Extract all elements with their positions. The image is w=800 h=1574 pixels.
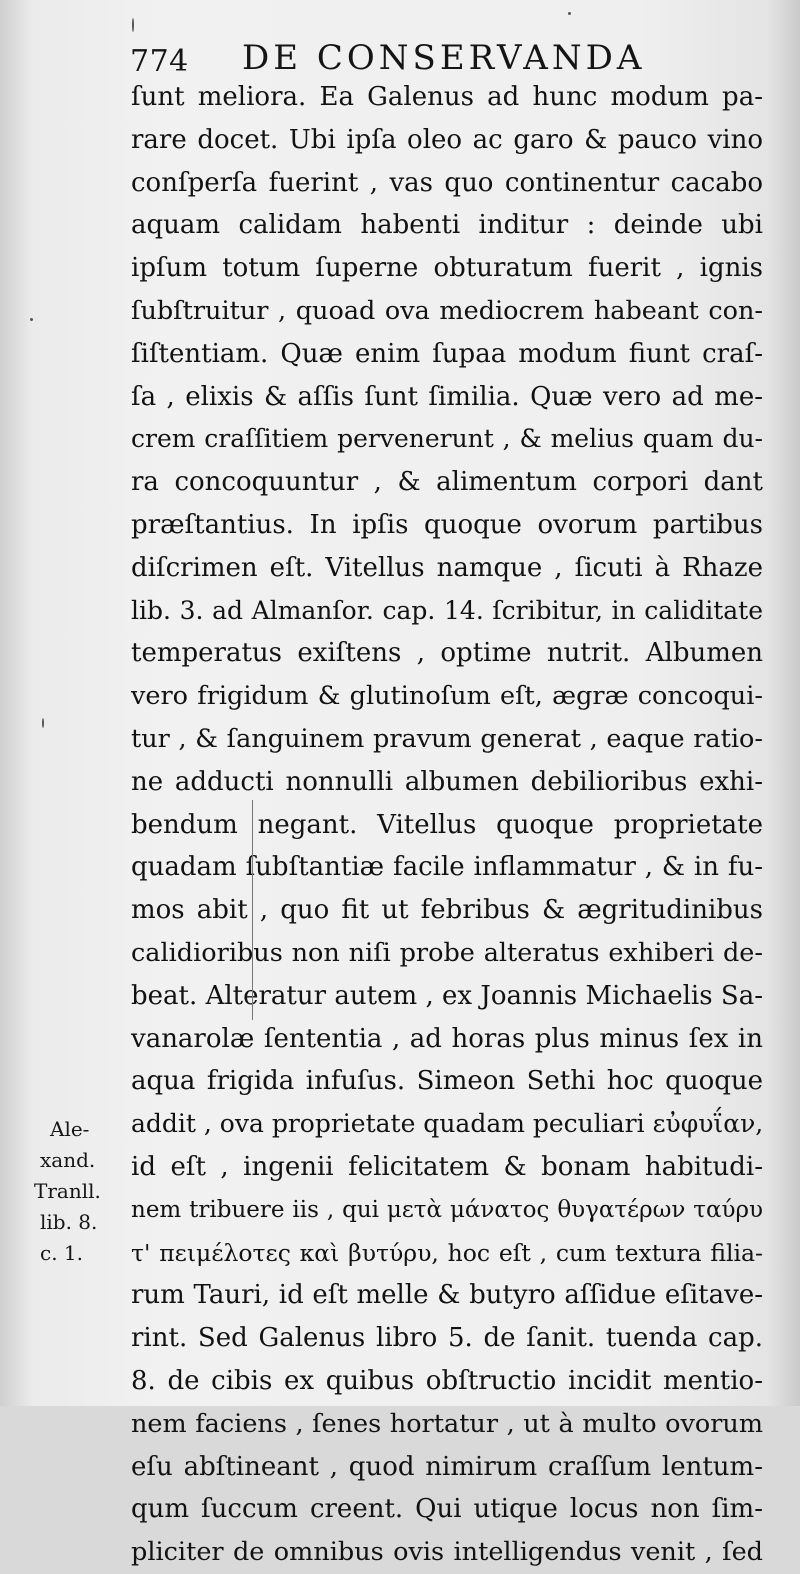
text-line: aqua frigida infuſus. Simeon Sethi hoc quoque [131,1066,763,1097]
text-line: qum ſuccum creent. Qui utique locus non ſim- [131,1494,763,1525]
text-line: nem tribuere iis , qui μετὰ μάνατος θυγατέρων ταύρυ [131,1196,763,1223]
text-line: tur , & ſanguinem pravum generat , eaque ratio- [131,723,763,754]
text-line: nem faciens , ſenes hortatur , ut à multo ovorum [131,1408,763,1439]
margin-note-line: xand. [40,1148,96,1172]
text-line: ſunt meliora. Ea Galenus ad hunc modum pa- [131,82,763,112]
text-line: quadam ſubſtantiæ facile inflammatur , & in fu- [131,852,763,883]
page-number: 774 [130,44,189,79]
text-line: rint. Sed Galenus libro 5. de ſanit. tuenda cap. [131,1323,763,1354]
text-line: eſu abſtineant , quod nimirum craſſum lentum- [131,1451,763,1482]
print-speck [42,718,44,728]
print-speck [30,318,33,321]
margin-note-line: c. 1. [40,1241,83,1265]
text-line: diſcrimen eſt. Vitellus namque , ſicuti à Rhaze [131,552,763,583]
text-line: aquam calidam habenti inditur : deinde ubi [131,210,763,241]
text-line: id eſt , ingenii felicitatem & bonam habitudi- [131,1151,763,1182]
text-line: conſperſa fuerint , vas quo continentur cacabo [131,167,763,198]
text-line: addit , ova proprietate quadam peculiari εὐφυΐαν, [131,1109,764,1139]
text-line: ſa , elixis & aſſis ſunt ſimilia. Quæ vero ad me- [131,381,763,412]
text-line: præſtantius. In ipſis quoque ovorum partibus [131,509,763,540]
margin-note [34,1114,124,1269]
text-line: ne adducti nonnulli albumen debilioribus exhi- [131,766,763,797]
text-line: vero frigidum & glutinoſum eſt, ægræ concoqui- [131,681,763,712]
text-line: τ' πειμέλοτες καὶ βυτύρυ, hoc eſt , cum textura filia- [131,1238,763,1267]
text-line: lib. 3. ad Almanſor. cap. 14. ſcribitur, in caliditate [131,595,763,625]
text-line: pliciter de omnibus ovis intelligendus venit , ſed [131,1537,763,1568]
text-line: beat. Alteratur autem , ex Joannis Michaelis Sa- [131,980,763,1011]
text-line: ra concoquuntur , & alimentum corpori dant [131,467,763,498]
print-speck [132,18,134,32]
text-line: temperatus exiſtens , optime nutrit. Albumen [131,638,763,669]
body-text [131,76,763,1574]
text-line: 8. de cibis ex quibus obſtructio incidit mentio- [131,1365,763,1396]
text-line: rum Tauri, id eſt melle & butyro aſſidue eſitave- [131,1280,763,1311]
text-line: crem craſſitiem pervenerunt , & melius quam du- [131,424,763,454]
text-line: vanarolæ ſententia , ad horas plus minus ſex in [131,1023,763,1054]
text-line: mos abit , quo fit ut febribus & ægritudinibus [131,895,763,926]
margin-note-line: Tranll. [34,1179,101,1203]
margin-note-line: Ale- [50,1117,90,1141]
paper-crease [252,800,253,1020]
text-line: bendum negant. Vitellus quoque proprietate [131,809,763,840]
text-line: ipſum totum ſuperne obturatum fuerit , ignis [131,253,763,284]
margin-note-line: lib. 8. [40,1210,98,1234]
text-line: calidioribus non niſi probe alteratus exhiberi de- [131,937,763,968]
text-line: ſubſtruitur , quoad ova mediocrem habeant con- [131,295,763,326]
running-head: DE CONSERVANDA [242,38,646,78]
text-line: rare docet. Ubi ipſa oleo ac garo & pauco vino [131,124,763,155]
print-speck [568,12,571,15]
text-line: ſiſtentiam. Quæ enim ſupaa modum fiunt craſ- [131,338,763,369]
